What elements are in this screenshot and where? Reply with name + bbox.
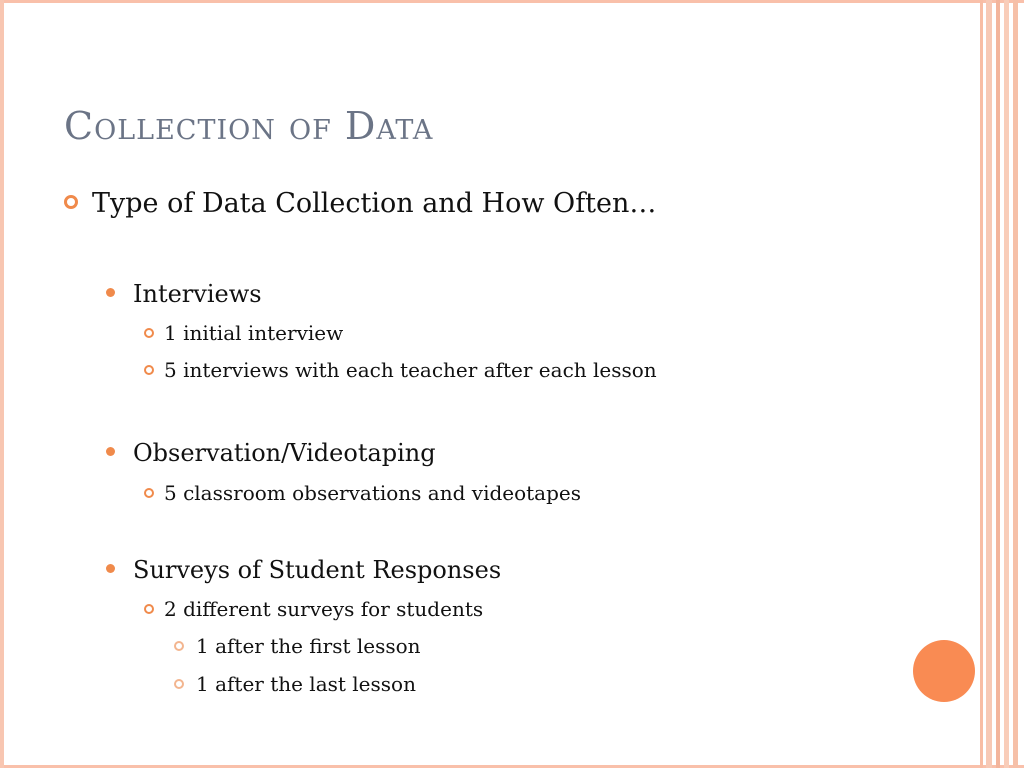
orange-dot-bullet-icon <box>106 564 115 573</box>
slide-border-left <box>0 0 4 768</box>
list-item-text: 5 interviews with each teacher after each lesson <box>164 358 657 382</box>
sub-list-item <box>174 672 416 696</box>
orange-dot-bullet-icon <box>106 288 115 297</box>
list-item <box>144 321 343 345</box>
list-item-text: 5 classroom observations and videotapes <box>164 481 582 505</box>
slide-border-top <box>0 0 1024 3</box>
decorative-stripe <box>980 0 983 768</box>
decorative-orange-circle <box>913 640 975 702</box>
section-label: Interviews <box>133 280 262 308</box>
list-item-text: 2 different surveys for students <box>164 597 484 621</box>
orange-dot-bullet-icon <box>106 447 115 456</box>
sub-list-item-text: 1 after the last lesson <box>196 672 416 696</box>
orange-ring-bullet-icon <box>144 365 154 375</box>
orange-ring-bullet-icon <box>144 328 154 338</box>
light-ring-bullet-icon <box>174 679 184 689</box>
section-observation <box>106 439 436 467</box>
decorative-stripe <box>1013 0 1018 768</box>
section-surveys <box>106 556 501 584</box>
decorative-stripe <box>986 0 992 768</box>
decorative-stripe <box>996 0 1000 768</box>
main-heading-text: Type of Data Collection and How Often… <box>92 188 657 219</box>
list-item <box>144 597 483 621</box>
list-item <box>144 358 657 382</box>
list-item-text: 1 initial interview <box>164 321 344 345</box>
section-label: Surveys of Student Responses <box>133 556 502 584</box>
section-label: Observation/Videotaping <box>133 439 436 467</box>
list-item <box>144 481 581 505</box>
sub-list-item-text: 1 after the first lesson <box>196 634 421 658</box>
orange-ring-bullet-icon <box>144 604 154 614</box>
sub-list-item <box>174 634 421 658</box>
light-ring-bullet-icon <box>174 641 184 651</box>
section-interviews <box>106 280 262 308</box>
decorative-stripe <box>1004 0 1009 768</box>
main-heading-item <box>64 188 656 219</box>
orange-ring-bullet-icon <box>144 488 154 498</box>
slide-title: Collection of Data <box>64 104 434 148</box>
orange-ring-bullet-icon <box>64 195 78 209</box>
